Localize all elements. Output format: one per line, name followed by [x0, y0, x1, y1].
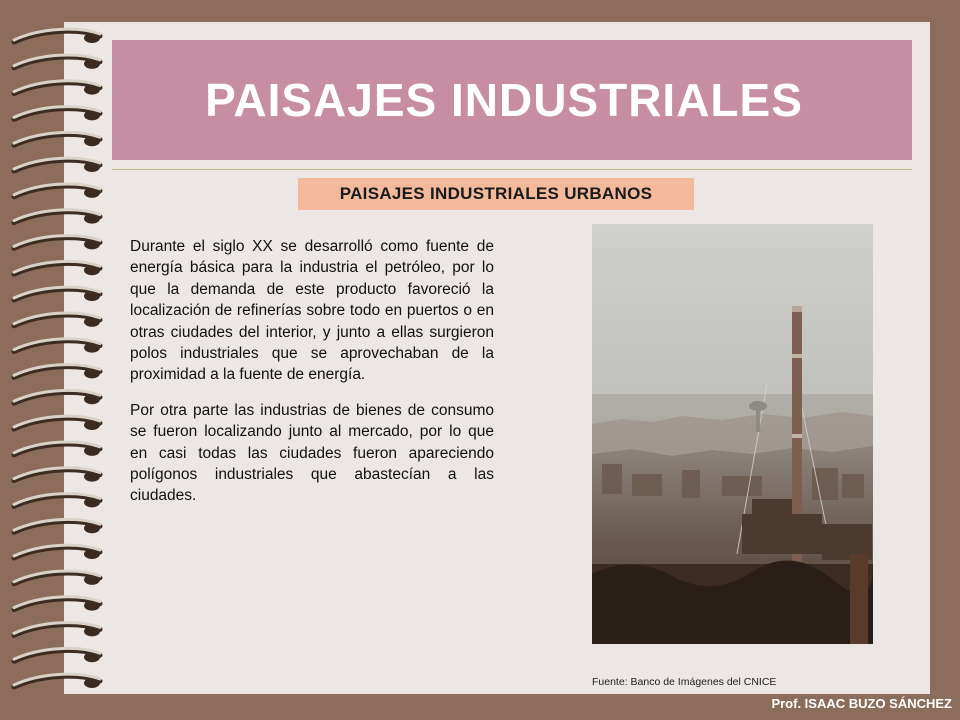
binding-ring — [14, 597, 100, 611]
author-credit: Prof. ISAAC BUZO SÁNCHEZ — [771, 696, 952, 711]
binding-ring — [14, 468, 100, 482]
binding-ring — [14, 81, 100, 95]
binding-ring — [14, 442, 100, 456]
binding-ring — [14, 184, 100, 198]
binding-ring — [14, 339, 100, 353]
industrial-landscape-photo — [592, 224, 873, 644]
binding-ring — [14, 287, 100, 301]
binding-ring — [14, 107, 100, 121]
binding-ring — [14, 571, 100, 585]
binding-ring — [14, 519, 100, 533]
binding-ring — [14, 545, 100, 559]
binding-ring — [14, 313, 100, 327]
slide-subtitle: PAISAJES INDUSTRIALES URBANOS — [339, 184, 653, 203]
binding-ring — [14, 674, 100, 688]
binding-ring — [14, 29, 100, 43]
binding-ring — [14, 623, 100, 637]
paragraph-1: Durante el siglo XX se desarrolló como fuente de energía básica para la industria el petróleo, por lo que la demanda de este producto favoreció la localización de refinerías sobre todo en puertos o en otras ciudades del interior, y junto a ellas surgieron polos industriales que se aprovechaban de la proximidad a la fuente de energía. — [130, 238, 494, 384]
paragraph-2: Por otra parte las industrias de bienes de consumo se fueron localizando junto al mercado, por lo que en casi todas las ciudades fueron apareciendo polígonos industriales que abastecían a las ciudades. — [130, 401, 494, 505]
binding-ring — [14, 132, 100, 146]
binding-ring — [14, 158, 100, 172]
body-text — [130, 236, 494, 521]
spiral-binding — [0, 0, 110, 720]
binding-ring — [14, 261, 100, 275]
binding-ring — [14, 365, 100, 379]
binding-ring — [14, 55, 100, 69]
binding-ring — [14, 210, 100, 224]
slide-title: PAISAJES INDUSTRIALES — [205, 74, 803, 126]
title-band — [112, 40, 912, 160]
binding-ring — [14, 236, 100, 250]
binding-ring — [14, 390, 100, 404]
subtitle-box — [298, 178, 694, 210]
binding-ring — [14, 494, 100, 508]
binding-ring — [14, 416, 100, 430]
divider-line — [112, 169, 912, 170]
binding-ring — [14, 648, 100, 662]
image-caption: Fuente: Banco de Imágenes del CNICE — [592, 676, 777, 688]
